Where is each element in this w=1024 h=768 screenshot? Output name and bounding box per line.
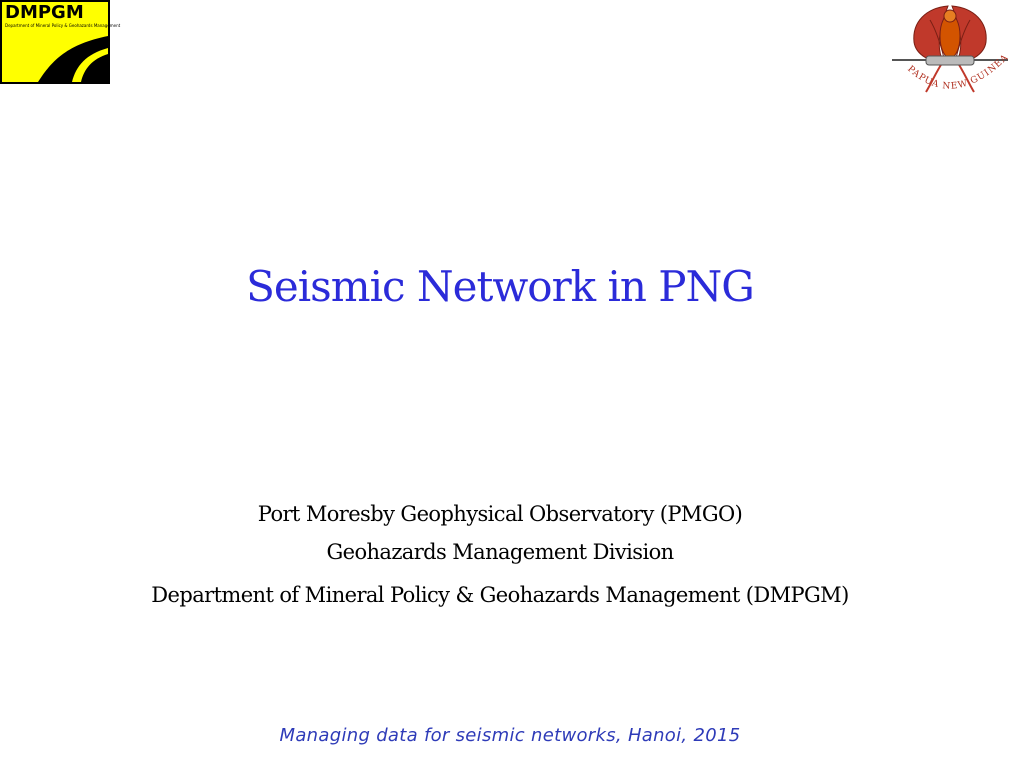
subtitle-line-2: Geohazards Management Division (326, 540, 674, 564)
dmpgm-logo (0, 0, 121, 84)
slide-title: Seismic Network in PNG (246, 262, 754, 311)
slide-footer: Managing data for seismic networks, Hanoi, 2015 (279, 725, 741, 746)
dmpgm-logo-text: DMPGM (5, 2, 84, 23)
png-emblem (886, 0, 1014, 110)
png-emblem-text: PAPUA NEW GUINEA (905, 52, 1011, 92)
dmpgm-logo-subtext: Department of Mineral Policy & Geohazards Management (5, 23, 121, 28)
subtitle-line-1: Port Moresby Geophysical Observatory (PMGO) (257, 502, 743, 526)
subtitle-line-3: Department of Mineral Policy & Geohazards Management (DMPGM) (151, 583, 849, 607)
bird-of-paradise-emblem-icon (886, 0, 1014, 110)
